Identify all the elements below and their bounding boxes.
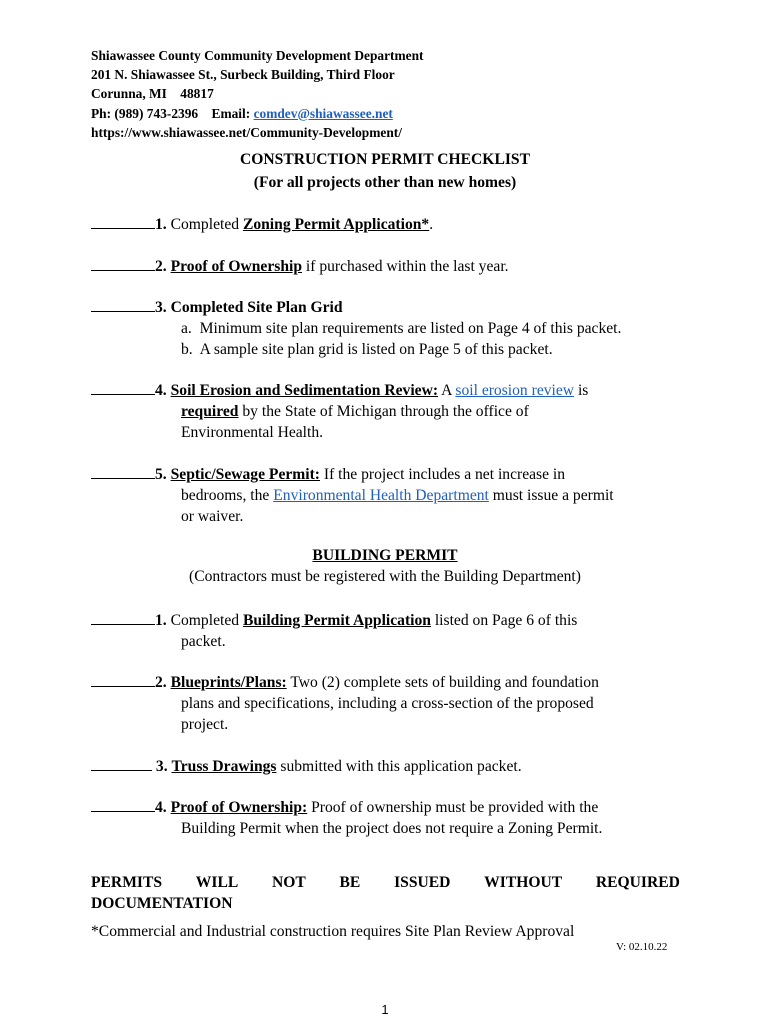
checklist-item-4: 4. Soil Erosion and Sedimentation Review: A soil erosion review is (91, 380, 691, 401)
checklist-item-5-continued: bedrooms, the Environmental Health Department must issue a permit or waiver. (181, 487, 614, 525)
building-item-3: 3. Truss Drawings submitted with this application packet. (91, 756, 691, 777)
check-blank[interactable] (91, 256, 155, 271)
building-item-4: 4. Proof of Ownership: Proof of ownership must be provided with the (91, 797, 691, 818)
check-blank[interactable] (91, 756, 152, 771)
check-blank[interactable] (91, 380, 155, 395)
check-blank[interactable] (91, 214, 155, 229)
address-line-1: 201 N. Shiawassee St., Surbeck Building, Third Floor (91, 67, 395, 83)
environmental-health-link[interactable]: Environmental Health Department (273, 487, 489, 504)
checklist-title: CONSTRUCTION PERMIT CHECKLIST (240, 151, 530, 168)
email-link[interactable]: comdev@shiawassee.net (253, 105, 393, 121)
check-blank[interactable] (91, 672, 155, 687)
checklist-item-5: 5. Septic/Sewage Permit: If the project includes a net increase in (91, 464, 691, 485)
building-item-1: 1. Completed Building Permit Application listed on Page 6 of this (91, 610, 691, 631)
building-permit-subtitle: (Contractors must be registered with the Building Department) (189, 568, 581, 585)
check-blank[interactable] (91, 297, 155, 312)
building-item-4-continued: Building Permit when the project does not require a Zoning Permit. (181, 820, 603, 837)
check-blank[interactable] (91, 464, 155, 479)
department-name: Shiawassee County Community Development Department (91, 48, 424, 63)
building-item-2: 2. Blueprints/Plans: Two (2) complete sets of building and foundation (91, 672, 691, 693)
check-blank[interactable] (91, 610, 155, 625)
sublist-item-b: b. A sample site plan grid is listed on Page 5 of this packet. (181, 341, 553, 358)
sublist-item-a: a. Minimum site plan requirements are listed on Page 4 of this packet. (181, 320, 622, 337)
address-line-2: Corunna, MI 48817 (91, 86, 214, 102)
contact-line (91, 104, 424, 123)
checklist-item-2: 2. Proof of Ownership if purchased within the last year. (91, 256, 691, 277)
building-item-2-continued: plans and specifications, including a cross-section of the proposed project. (181, 695, 594, 733)
permits-warning: PERMITS WILL NOT BE ISSUED WITHOUT REQUIRED DOCUMENTATION (91, 874, 680, 912)
site-plan-sublist (181, 318, 621, 360)
checklist-item-1: 1. Completed Zoning Permit Application*. (91, 214, 691, 235)
building-permit-title: BUILDING PERMIT (312, 547, 458, 564)
checklist-item-4-continued: required by the State of Michigan through the office of Environmental Health. (181, 403, 529, 441)
building-item-1-continued: packet. (181, 633, 226, 650)
check-blank[interactable] (91, 797, 155, 812)
soil-erosion-link[interactable]: soil erosion review (455, 382, 575, 399)
page-number: 1 (381, 1002, 389, 1017)
email-label: Email: (211, 105, 251, 121)
version-label: V: 02.10.22 (616, 941, 668, 953)
phone: Ph: (989) 743-2396 (91, 105, 199, 121)
checklist-item-3: 3. Completed Site Plan Grid (91, 297, 691, 318)
department-header (91, 46, 424, 142)
site-plan-note: *Commercial and Industrial construction requires Site Plan Review Approval (91, 923, 575, 940)
website-url[interactable]: https://www.shiawassee.net/Community-Development/ (91, 124, 402, 140)
checklist-subtitle: (For all projects other than new homes) (253, 174, 517, 191)
